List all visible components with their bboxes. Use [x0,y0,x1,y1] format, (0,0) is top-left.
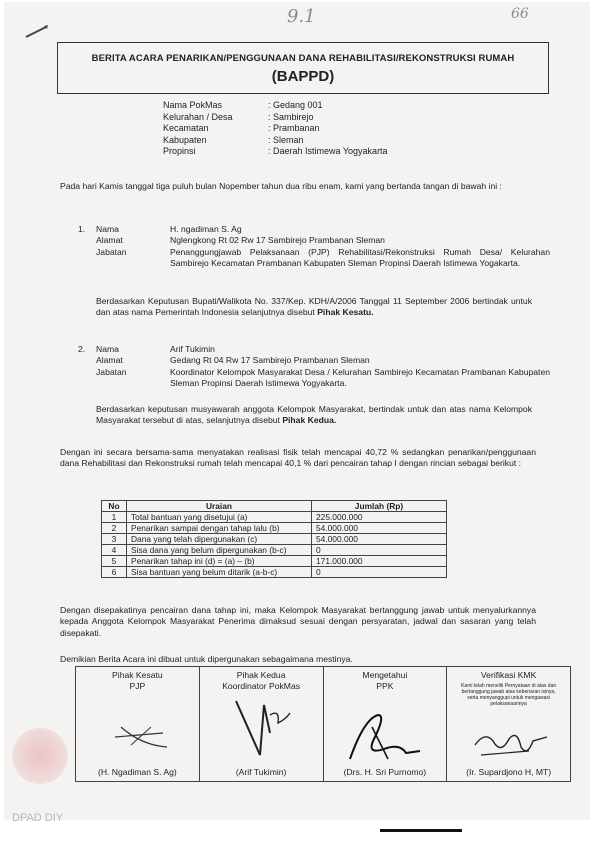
table-row [102,556,447,567]
signature-heading: Verifikasi KMK [480,670,537,680]
identity-value: : Daerah Istimewa Yogyakarta [268,146,388,156]
document-subtitle: (BAPPD) [271,68,335,85]
signature-role: PPK [376,681,394,691]
table-cell-uraian: Penarikan sampai dengan tahap lalu (b) [127,523,312,534]
signature-role: Koordinator PokMas [222,681,301,691]
pokmas-identity-block [163,100,388,158]
party-2-basis-text: Berdasarkan keputusan musyawarah anggota Kelompok Masyarakat, bertindak untuk dan atas nama Kelompok Masyarakat tersebut di atas, selanjutnya disebut [96,404,532,426]
identity-label: Kecamatan [163,123,209,133]
document-title: BERITA ACARA PENARIKAN/PENGGUNAAN DANA REHABILITASI/REKONSTRUKSI RUMAH [91,53,515,64]
table-cell-jumlah: 54.000.000 [312,523,447,534]
table-cell-no: 4 [102,545,127,556]
party-1-basis-text: Berdasarkan Keputusan Bupati/Walikota No. 337/Kep. KDH/A/2006 Tanggal 11 September 2006 bertindak untuk dan atas nama Pemerintah Indonesia selanjutnya disebut [96,296,532,318]
table-cell-uraian: Sisa bantuan yang belum ditarik (a-b-c) [127,567,312,578]
signatory-name: (Ir. Supardjono H, MT) [466,767,552,777]
signature-heading: Pihak Kesatu [112,670,163,680]
signatory-name: (Arif Tukimin) [235,767,287,777]
signature-column-pihak-kedua [200,667,324,781]
field-label: Alamat [96,355,123,366]
document-title-box [57,42,549,94]
party-2-address: Gedang Rt 04 Rw 17 Sambirejo Prambanan Sleman [170,355,370,366]
party-number: 2. [78,344,86,354]
identity-value: : Gedang 001 [268,100,323,110]
party-2-designation: Pihak Kedua. [282,415,337,426]
table-row [102,567,447,578]
table-cell-no: 2 [102,523,127,534]
party-2-position: Koordinator Kelompok Masyarakat Desa / Kelurahan Sambirejo Kecamatan Prambanan Kabupaten Sleman Propinsi Daerah Istimewa Yogyakarta. [170,366,550,389]
table-cell-uraian: Penarikan tahap ini (d) = (a) – (b) [127,556,312,567]
signature-icon [471,725,551,765]
table-row [102,534,447,545]
signature-table [75,666,571,782]
party-1-position: Penanggungjawab Pelaksanaan (PJP) Rehabilitasi/Rekonstruksi Rumah Desa/ Kelurahan Sambirejo Kecamatan Prambanan Kabupaten Sleman Propinsi Daerah Istimewa Yogakarta. [170,246,550,269]
table-header-jumlah: Jumlah (Rp) [312,501,447,512]
pen-mark-icon [24,24,50,40]
field-label: Nama [96,224,119,234]
archive-watermark: DPAD DIY [12,812,64,824]
disbursement-table [101,500,447,578]
table-row [102,545,447,556]
signatory-name: (H. Ngadiman S. Ag) [97,767,177,777]
identity-value: : Sleman [268,134,304,145]
field-label: Alamat [96,235,123,246]
table-row [102,512,447,523]
signature-icon [111,723,171,749]
table-cell-jumlah: 225.000.000 [312,512,447,523]
party-1-address: Nglengkong Rt 02 Rw 17 Sambirejo Prambanan Sleman [170,235,385,246]
identity-value: : Sambirejo [268,111,314,122]
table-cell-no: 1 [102,512,127,523]
signature-column-mengetahui [324,667,448,781]
party-number: 1. [78,224,86,234]
identity-label: Propinsi [163,146,196,156]
table-cell-no: 6 [102,567,127,578]
table-cell-uraian: Dana yang telah dipergunakan (c) [127,534,312,545]
table-row [102,523,447,534]
party-2-basis [96,404,532,427]
party-1-block [78,224,550,270]
table-header-no: No [102,501,127,512]
signatory-name: (Drs. H. Sri Purnomo) [343,767,427,777]
party-1-basis [96,296,532,319]
field-label: Nama [96,344,119,354]
signature-column-pihak-kesatu [76,667,200,781]
table-cell-jumlah: 0 [312,567,447,578]
table-cell-jumlah: 0 [312,545,447,556]
table-cell-uraian: Total bantuan yang disetujui (a) [127,512,312,523]
signature-icon [230,693,300,759]
table-cell-jumlah: 54.000.000 [312,534,447,545]
party-2-name: Arif Tukimin [170,344,215,354]
signature-role: PJP [129,681,146,691]
statement-paragraph: Dengan ini secara bersama-sama menyatakan realisasi fisik telah mencapai 40,72 % sedangkan penarikan/penggunaan dana Rehabilitasi dan Rekonstruksi rumah telah mencapai 40,1 % dari pencairan tahap I dengan rincian sebagai berikut : [60,447,536,469]
field-label: Jabatan [96,246,127,257]
party-1-name: H. ngadiman S. Ag [170,224,242,234]
signature-column-verifikasi-kmk [447,667,570,781]
closing-statement: Demikian Berita Acara ini dibuat untuk dipergunakan sebagaimana mestinya. [60,654,353,664]
table-cell-no: 3 [102,534,127,545]
field-label: Jabatan [96,366,127,377]
verification-note: Kami telah meneliti Pernyataan di atas dan bertanggung jawab atas kebenaran isinya, serta menyanggupi untuk mengawasi pelaksanaannya [461,683,557,707]
signature-icon [344,709,424,765]
party-1-designation: Pihak Kesatu. [317,307,374,318]
party-2-block [78,344,550,390]
official-seal-stamp [12,728,68,784]
identity-label: Kabupaten [163,134,207,145]
identity-label: Nama PokMas [163,100,223,110]
table-cell-no: 5 [102,556,127,567]
identity-label: Kelurahan / Desa [163,111,233,122]
identity-value: : Prambanan [268,123,320,133]
handwritten-folio-number: 66 [511,6,529,22]
table-cell-uraian: Sisa dana yang belum dipergunakan (b-c) [127,545,312,556]
table-cell-jumlah: 171.000.000 [312,556,447,567]
signature-heading: Mengetahui [362,670,408,680]
table-header-uraian: Uraian [127,501,312,512]
closing-paragraph: Dengan disepakatinya pencairan dana tahap ini, maka Kelompok Masyarakat bertanggung jawab untuk menyalurkannya kepada Anggota Kelompok Masyarakat Penerima dimaksud sesuai dengan persyaratan, jadwal dan sasaran yang telah disepakati. [60,605,536,638]
table-header-row [102,501,447,512]
signature-heading: Pihak Kedua [236,670,286,680]
handwritten-page-number: 9.1 [287,6,316,27]
scan-edge-bar [380,829,462,832]
opening-paragraph: Pada hari Kamis tanggal tiga puluh bulan Nopember tahun dua ribu enam, kami yang bertanda tangan di bawah ini : [60,181,502,191]
